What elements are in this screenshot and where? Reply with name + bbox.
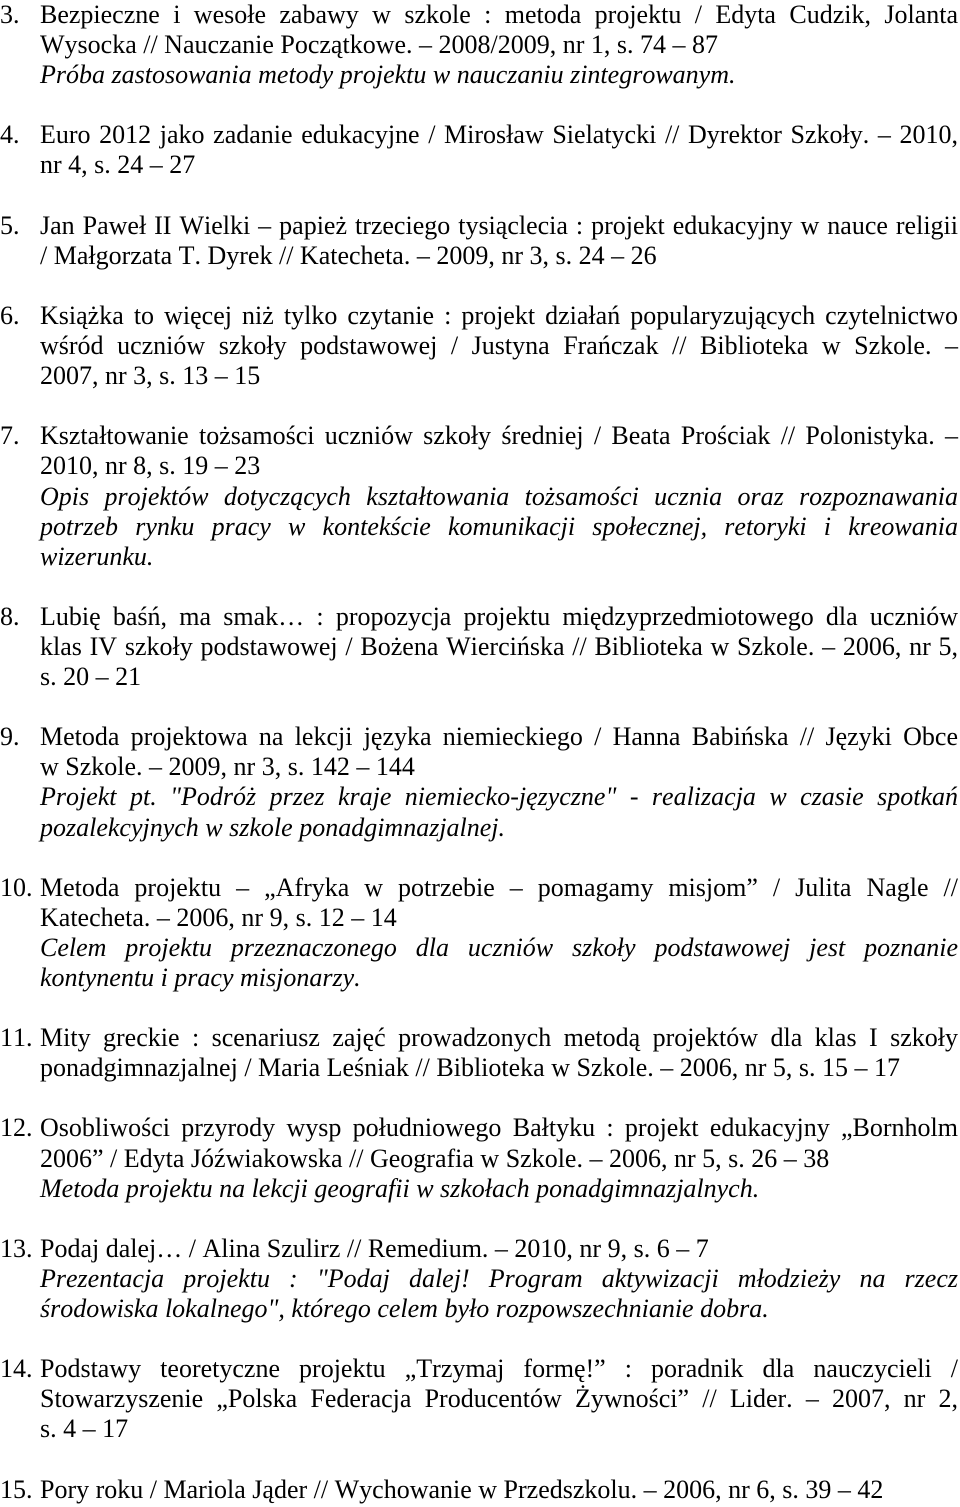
annotation-line: Opis projektów dotyczących kształtowania tożsamości ucznia oraz rozpoznawania [40, 481, 958, 511]
bibliography-entry [0, 421, 958, 571]
citation-line: Euro 2012 jako zadanie edukacyjne / Mirosław Sielatycki // Dyrektor Szkoły. – 2010, [40, 120, 958, 150]
annotation-line: Metoda projektu na lekcji geografii w szkołach ponadgimnazjalnych. [40, 1173, 760, 1203]
bibliography-entry [0, 120, 958, 180]
citation-line: Stowarzyszenie „Polska Federacja Producentów Żywności” // Lider. – 2007, nr 2, [40, 1384, 958, 1414]
citation-line: nr 4, s. 24 – 27 [40, 150, 196, 180]
citation-line: Lubię baśń, ma smak… : propozycja projektu międzyprzedmiotowego dla uczniów [40, 601, 958, 631]
annotation-line: pozalekcyjnych w szkole ponadgimnazjalnej. [40, 812, 506, 842]
entry-number: 4. [0, 120, 20, 150]
entry-number: 13. [0, 1233, 33, 1263]
entry-number: 10. [0, 872, 33, 902]
citation-line: Pory roku / Mariola Jąder // Wychowanie w Przedszkolu. – 2006, nr 6, s. 39 – 42 [40, 1474, 884, 1504]
citation-line: Wysocka // Nauczanie Początkowe. – 2008/2009, nr 1, s. 74 – 87 [40, 30, 719, 60]
citation-line: Bezpieczne i wesołe zabawy w szkole : metoda projektu / Edyta Cudzik, Jolanta [40, 0, 958, 29]
bibliography-entry [0, 722, 958, 842]
citation-line: / Małgorzata T. Dyrek // Katecheta. – 2009, nr 3, s. 24 – 26 [40, 240, 657, 270]
entry-number: 3. [0, 0, 20, 29]
bibliography-entry [0, 1023, 958, 1083]
citation-line: Książka to więcej niż tylko czytanie : projekt działań popularyzujących czytelnictwo [40, 300, 958, 330]
annotation-line: potrzeb rynku pracy w kontekście komunikacji społecznej, retoryki i kreowania [40, 511, 958, 541]
annotation-line: Próba zastosowania metody projektu w nauczaniu zintegrowanym. [40, 60, 736, 90]
bibliography-entry [0, 602, 958, 692]
citation-line: 2006” / Edyta Jóźwiakowska // Geografia w Szkole. – 2006, nr 5, s. 26 – 38 [40, 1143, 830, 1173]
citation-line: Jan Paweł II Wielki – papież trzeciego tysiąclecia : projekt edukacyjny w nauce religii [40, 210, 958, 240]
entry-number: 15. [0, 1474, 33, 1504]
entry-number: 6. [0, 300, 20, 330]
entry-number: 9. [0, 722, 20, 752]
annotation-line: wizerunku. [40, 541, 154, 571]
annotation-line: Celem projektu przeznaczonego dla uczniów szkoły podstawowej jest poznanie [40, 932, 958, 962]
citation-line: Metoda projektowa na lekcji języka niemieckiego / Hanna Babińska // Języki Obce [40, 722, 958, 752]
annotation-line: Prezentacja projektu : "Podaj dalej! Program aktywizacji młodzieży na rzecz [40, 1263, 958, 1293]
bibliography-entry [0, 301, 958, 391]
bibliography-entry [0, 211, 958, 271]
citation-line: Podstawy teoretyczne projektu „Trzymaj formę!” : poradnik dla nauczycieli / [40, 1354, 958, 1384]
entry-number: 11. [0, 1023, 33, 1053]
bibliography-entry [0, 1234, 958, 1324]
bibliography-entry [0, 1113, 958, 1203]
entry-number: 5. [0, 210, 20, 240]
citation-line: 2010, nr 8, s. 19 – 23 [40, 451, 261, 481]
citation-line: Kształtowanie tożsamości uczniów szkoły średniej / Beata Prościak // Polonistyka. – [40, 421, 958, 451]
citation-line: wśród uczniów szkoły podstawowej / Justyna Frańczak // Biblioteka w Szkole. – [40, 331, 958, 361]
citation-line: s. 4 – 17 [40, 1414, 129, 1444]
citation-line: klas IV szkoły podstawowej / Bożena Wiercińska // Biblioteka w Szkole. – 2006, nr 5, [40, 631, 958, 661]
entry-number: 7. [0, 421, 20, 451]
entry-number: 8. [0, 601, 20, 631]
annotation-line: kontynentu i pracy misjonarzy. [40, 963, 361, 992]
citation-line: s. 20 – 21 [40, 662, 142, 692]
bibliography-entry [0, 1475, 958, 1505]
bibliography-entry [0, 0, 958, 90]
citation-line: 2007, nr 3, s. 13 – 15 [40, 361, 261, 391]
citation-line: Katecheta. – 2006, nr 9, s. 12 – 14 [40, 902, 397, 932]
citation-line: w Szkole. – 2009, nr 3, s. 142 – 144 [40, 752, 415, 782]
citation-line: Osobliwości przyrody wysp południowego Bałtyku : projekt edukacyjny „Bornholm [40, 1113, 958, 1143]
entry-number: 12. [0, 1113, 33, 1143]
citation-line: Metoda projektu – „Afryka w potrzebie – pomagamy misjom” / Julita Nagle // [40, 872, 958, 902]
bibliography-entry [0, 1354, 958, 1444]
annotation-line: środowiska lokalnego", którego celem było rozpowszechnianie dobra. [40, 1294, 769, 1324]
annotation-line: Projekt pt. "Podróż przez kraje niemiecko-języczne" - realizacja w czasie spotkań [40, 782, 958, 812]
citation-line: Mity greckie : scenariusz zajęć prowadzonych metodą projektów dla klas I szkoły [40, 1023, 958, 1053]
bibliography-entry [0, 873, 958, 993]
citation-line: ponadgimnazjalnej / Maria Leśniak // Biblioteka w Szkole. – 2006, nr 5, s. 15 – 17 [40, 1053, 901, 1083]
citation-line: Podaj dalej… / Alina Szulirz // Remedium. – 2010, nr 9, s. 6 – 7 [40, 1233, 709, 1263]
entry-number: 14. [0, 1354, 33, 1384]
